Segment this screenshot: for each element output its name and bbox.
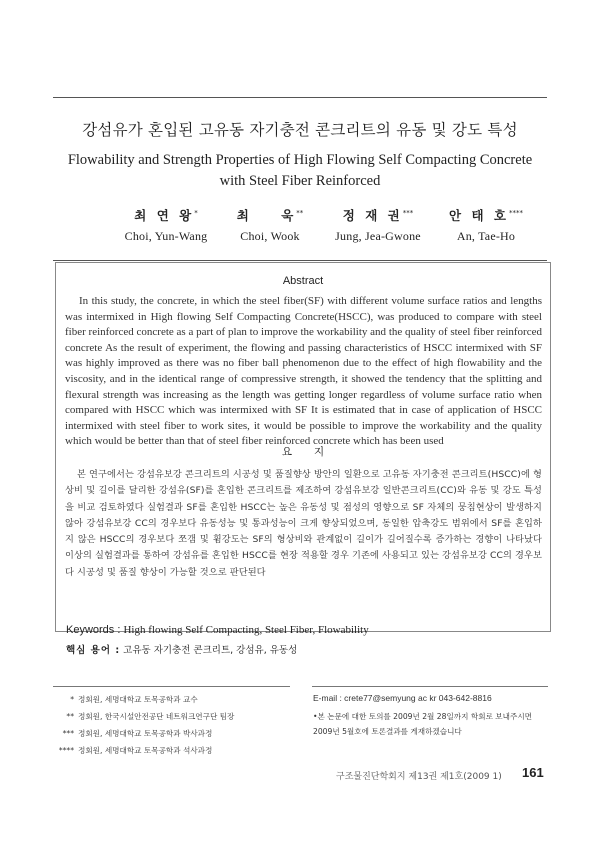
author-name-ko: 최 연 왕 xyxy=(134,208,195,223)
footnote-divider-left xyxy=(53,686,290,687)
author-mark: **** xyxy=(508,208,523,217)
paper-title-korean: 강섬유가 혼입된 고유동 자기충전 콘크리트의 유동 및 강도 특성 xyxy=(82,121,518,139)
keywords-ko-label: 핵심 용어 : xyxy=(66,645,121,656)
author-name-en: Choi, Yun-Wang xyxy=(124,229,208,243)
page-number: 161 xyxy=(522,765,544,780)
author-name-en: An, Tae-Ho xyxy=(456,229,516,243)
author-name-en: Choi, Wook xyxy=(240,229,300,243)
footnote-item: *** 정회원, 세명대학교 토목공학과 박사과정 xyxy=(62,729,213,738)
author-footnotes xyxy=(55,691,305,759)
author-mark: *** xyxy=(402,208,414,217)
author-name-ko: 정 재 권 xyxy=(342,208,403,223)
author-3 xyxy=(323,206,433,244)
korean-summary-heading: 요지 xyxy=(281,446,347,458)
author-name-en: Jung, Jea-Gwone xyxy=(335,229,421,243)
abstract-box xyxy=(55,262,551,632)
contact-email: E-mail : crete77@semyung ac kr 043-642-8816 xyxy=(313,693,492,703)
paper-title-english-line1: Flowability and Strength Properties of High Flowing Self Compacting Concrete xyxy=(67,152,533,168)
author-1 xyxy=(111,206,221,244)
discussion-note: •본 논문에 대한 토의를 2009년 2월 28일까지 학회로 보내주시면 2009년 5월호에 토론결과를 게재하겠습니다 xyxy=(313,712,532,736)
author-mark: * xyxy=(194,208,198,217)
title-block xyxy=(53,97,547,261)
contact-info xyxy=(313,691,553,739)
footnote-item: * 정회원, 세명대학교 토목공학과 교수 xyxy=(70,695,198,704)
footnote-item: **** 정회원, 세명대학교 토목공학과 석사과정 xyxy=(58,746,213,755)
author-name-ko: 안 태 호 xyxy=(449,208,509,223)
paper-title-english xyxy=(53,150,547,192)
author-4 xyxy=(431,206,541,244)
author-2 xyxy=(215,206,325,244)
keywords-label: Keywords : xyxy=(66,624,121,636)
author-name-ko: 최 욱 xyxy=(236,208,297,223)
keywords-ko-value: 고유동 자기충전 콘크리트, 강섬유, 유동성 xyxy=(123,645,298,656)
keywords-korean xyxy=(66,642,297,656)
paper-title-english-line2: with Steel Fiber Reinforced xyxy=(219,173,381,189)
journal-info: 구조물진단학회지 제13권 제1호(2009 1) xyxy=(336,772,502,782)
keywords-english xyxy=(66,624,369,636)
footnote-item: ** 정회원, 한국시설안전공단 네트워크연구단 팀장 xyxy=(66,712,235,721)
author-list xyxy=(53,206,547,246)
keywords-value: High flowing Self Compacting, Steel Fiber, Flowability xyxy=(123,624,369,636)
korean-summary-text: 본 연구에서는 강섬유보강 콘크리트의 시공성 및 품질향상 방안의 일환으로 고유동 자기충전 콘크리트(HSCC)에 형상비 및 길이를 달리한 강섬유(SF)를 혼입한 콘크리트를 제조하여 강섬유보강 일반콘크리트(CC)와 유동 및 강도 특성을 비교 검토하였다 실험결과 SF를 혼입한 HSCC는 높은 유동성 및 점성의 영향으로 SF 자체의 뭉침현상이 발생하지 않아 강섬유보강 CC의 경우보다 유동성능 및 통과성능이 크게 향상되었으며, 동일한 압축강도 범위에서 SF를 혼입하지 않은 HSCC의 경우보다 쪼갬 및 휨강도는 SF의 형상비와 관계없이 길이가 길어질수록 증가하는 경향이 나타났다 이상의 실험결과를 통하여 강섬유를 혼입한 HSCC를 현장 적용할 경우 기존에 사용되고 있는 강섬유보강 CC의 경우보다 시공성 및 품질 향상이 가능할 것으로 판단된다 xyxy=(65,469,542,578)
footnote-divider-right xyxy=(312,686,548,687)
abstract-text: In this study, the concrete, in which the steel fiber(SF) with different volume surface ratios and lengths was intermixed in High flowing Self Compacting Concrete(HSCC), was produced to compare with steel fiber reinforced concrete as a part of plan to improve the workability and the quality of steel fiber reinforced concrete As the result of experiment, the flowing and passing characteristics of HSCC intermixed with SF was highly improved as there was no fiber ball phenomenon due to the effect of high flowability and the viscosity, and in the identical range of compressive strength, it showed the tendency that the splitting and flexural strength was increasing as the length was getting longer regardless of volume surface ratio when compared with HSCC which was intermixed with SF It is estimated that in case of application of HSCC intermixed with steel fiber to work sites, it would be possible to improve the workability and the quality which would be better than that of steel fiber reinforced concrete which has been used xyxy=(65,295,542,448)
author-mark: ** xyxy=(296,208,304,217)
abstract-heading: Abstract xyxy=(282,275,324,287)
